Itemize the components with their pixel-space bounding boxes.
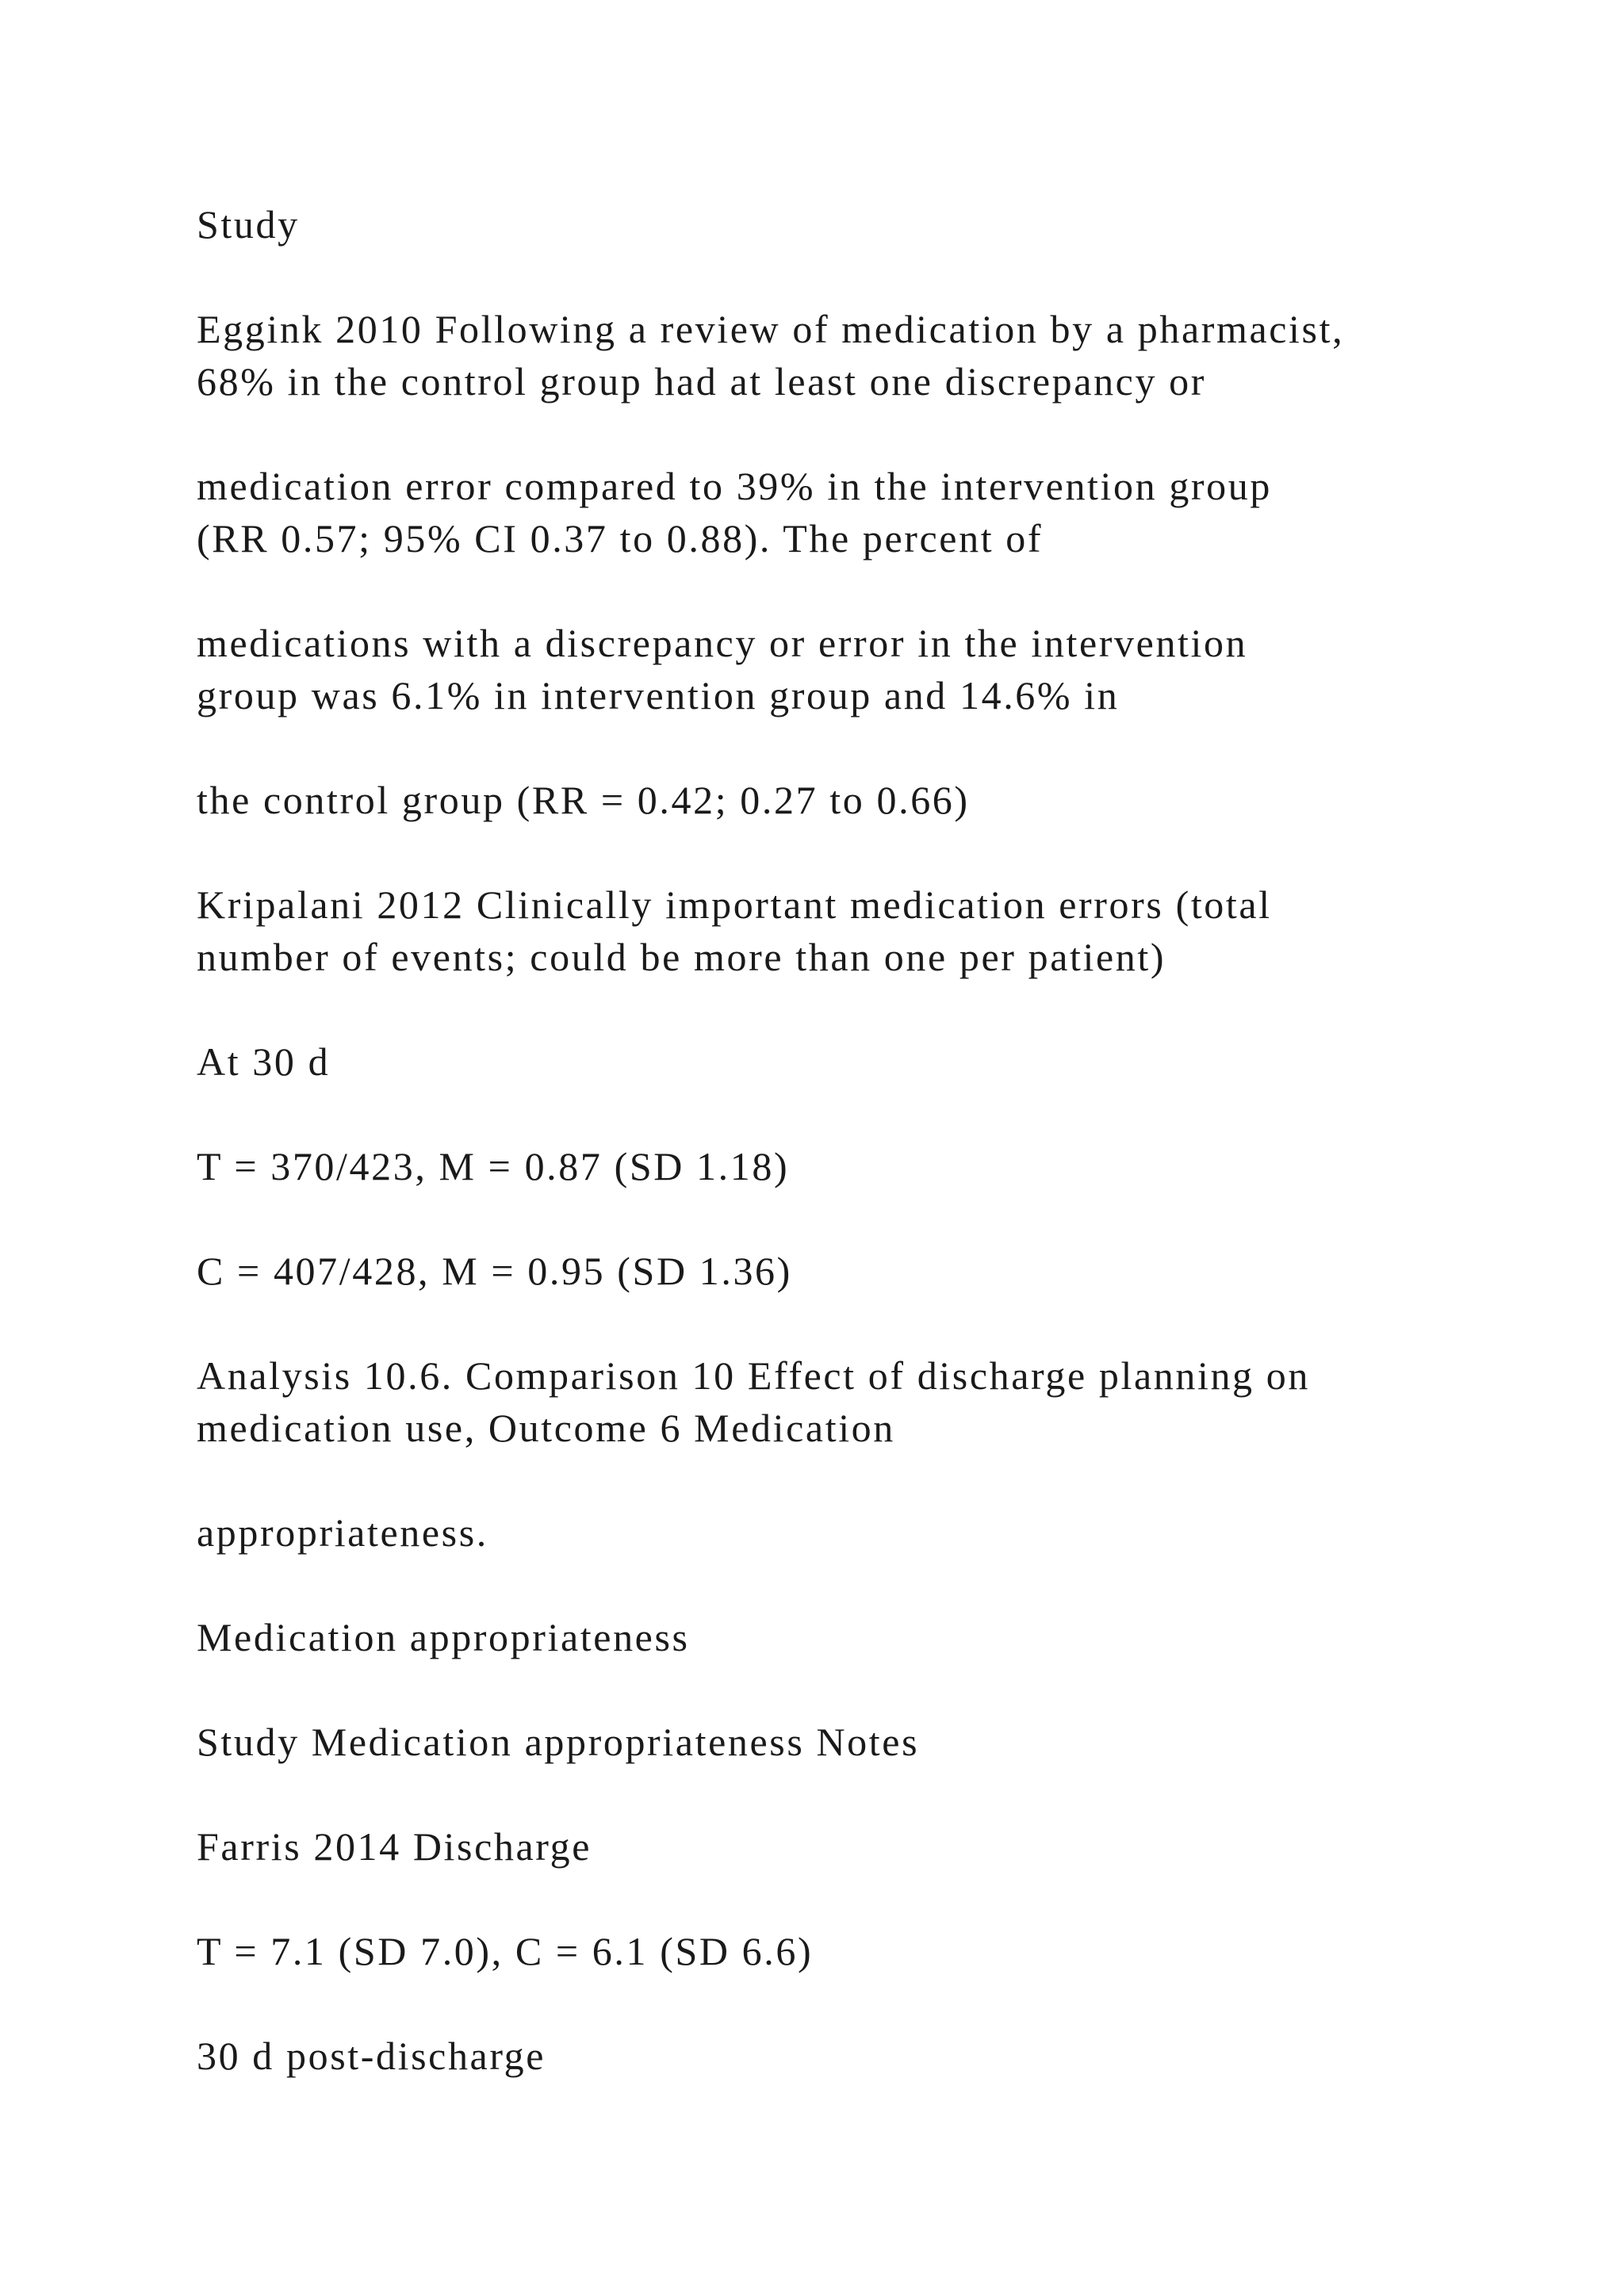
paragraph-eggink-cont-line-2: (RR 0.57; 95% CI 0.37 to 0.88). The percent of — [197, 516, 1044, 561]
paragraph-analysis-line-2: medication use, Outcome 6 Medication — [197, 1406, 895, 1450]
paragraph-appropriateness: appropriateness. — [197, 1510, 488, 1555]
paragraph-treatment-result: T = 370/423, M = 0.87 (SD 1.18) — [197, 1144, 790, 1188]
paragraph-eggink-line-2: 68% in the control group had at least one discrepancy or — [197, 359, 1207, 404]
paragraph-medications-line-1: medications with a discrepancy or error in the intervention — [197, 621, 1248, 665]
paragraph-control-result: C = 407/428, M = 0.95 (SD 1.36) — [197, 1249, 792, 1293]
paragraph-eggink-line-1: Eggink 2010 Following a review of medication by a pharmacist, — [197, 307, 1345, 351]
paragraph-analysis-line-1: Analysis 10.6. Comparison 10 Effect of discharge planning on — [197, 1353, 1310, 1398]
paragraph-table-header: Study Medication appropriateness Notes — [197, 1720, 920, 1764]
paragraph-farris-discharge: Farris 2014 Discharge — [197, 1824, 592, 1869]
paragraph-kripalani-line-1: Kripalani 2012 Clinically important medication errors (total — [197, 882, 1272, 927]
paragraph-study-heading: Study — [197, 202, 300, 247]
paragraph-kripalani-line-2: number of events; could be more than one per patient) — [197, 935, 1166, 979]
paragraph-medications-line-2: group was 6.1% in intervention group and 14.6% in — [197, 673, 1120, 718]
paragraph-at-30-d: At 30 d — [197, 1039, 331, 1084]
paragraph-medication-appropriateness-heading: Medication appropriateness — [197, 1615, 690, 1659]
paragraph-eggink-cont-line-1: medication error compared to 39% in the intervention group — [197, 464, 1272, 508]
paragraph-farris-result: T = 7.1 (SD 7.0), C = 6.1 (SD 6.6) — [197, 1929, 814, 1973]
paragraph-30-d-post-discharge: 30 d post-discharge — [197, 2034, 546, 2078]
paragraph-control-group: the control group (RR = 0.42; 0.27 to 0.66) — [197, 778, 970, 822]
